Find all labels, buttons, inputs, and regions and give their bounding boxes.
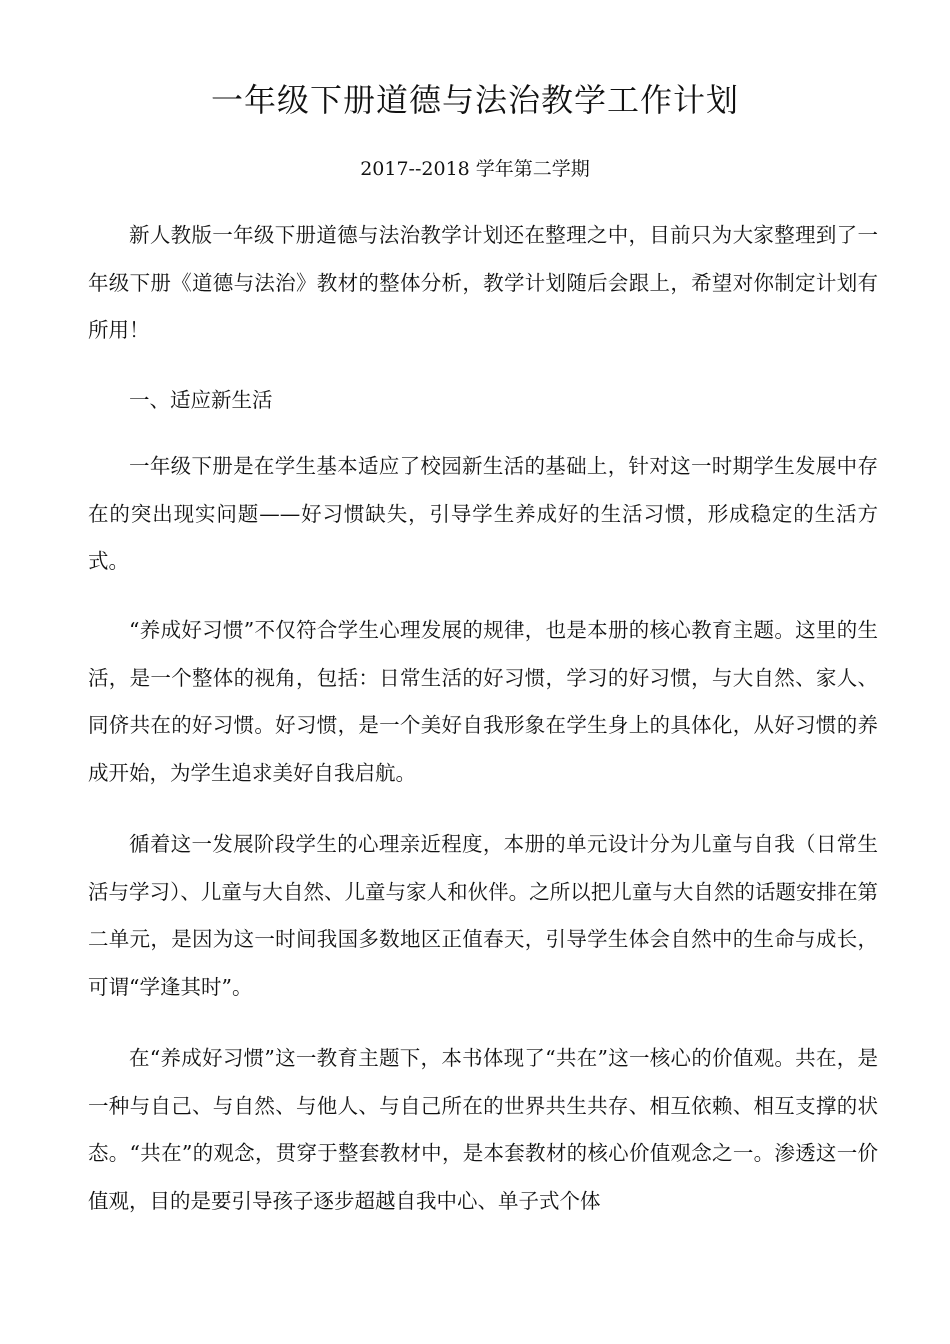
body-paragraph-3: 循着这一发展阶段学生的心理亲近程度，本册的单元设计分为儿童与自我（日常生活与学习）、儿童与大自然、儿童与家人和伙伴。之所以把儿童与大自然的话题安排在第二单元，是因为这一时间我国多数地区正值春天，引导学生体会自然中的生命与成长，可谓“学逢其时”。 (88, 832, 878, 999)
body-paragraph-2: “养成好习惯”不仅符合学生心理发展的规律，也是本册的核心教育主题。这里的生活，是一个整体的视角，包括：日常生活的好习惯，学习的好习惯，与大自然、家人、同侪共在的好习惯。好习惯，是一个美好自我形象在学生身上的具体化，从好习惯的养成开始，为学生追求美好自我启航。 (88, 618, 878, 785)
body-paragraph-4: 在“养成好习惯”这一教育主题下，本书体现了“共在”这一核心的价值观。共在，是一种与自己、与自然、与他人、与自己所在的世界共生共存、相互依赖、相互支撑的状态。“共在”的观念，贯穿于整套教材中，是本套教材的核心价值观念之一。渗透这一价值观，目的是要引导孩子逐步超越自我中心、单子式个体 (88, 1046, 878, 1213)
intro-paragraph: 新人教版一年级下册道德与法治教学计划还在整理之中，目前只为大家整理到了一年级下册《道德与法治》教材的整体分析，教学计划随后会跟上，希望对你制定计划有所用！ (88, 223, 878, 342)
page-title: 一年级下册道德与法治教学工作计划 (210, 81, 739, 119)
section-heading: 一、适应新生活 (129, 388, 273, 412)
body-paragraph-1: 一年级下册是在学生基本适应了校园新生活的基础上，针对这一时期学生发展中存在的突出现实问题——好习惯缺失，引导学生养成好的生活习惯，形成稳定的生活方式。 (88, 454, 878, 573)
page-subtitle: 2017--2018 学年第二学期 (360, 158, 590, 180)
